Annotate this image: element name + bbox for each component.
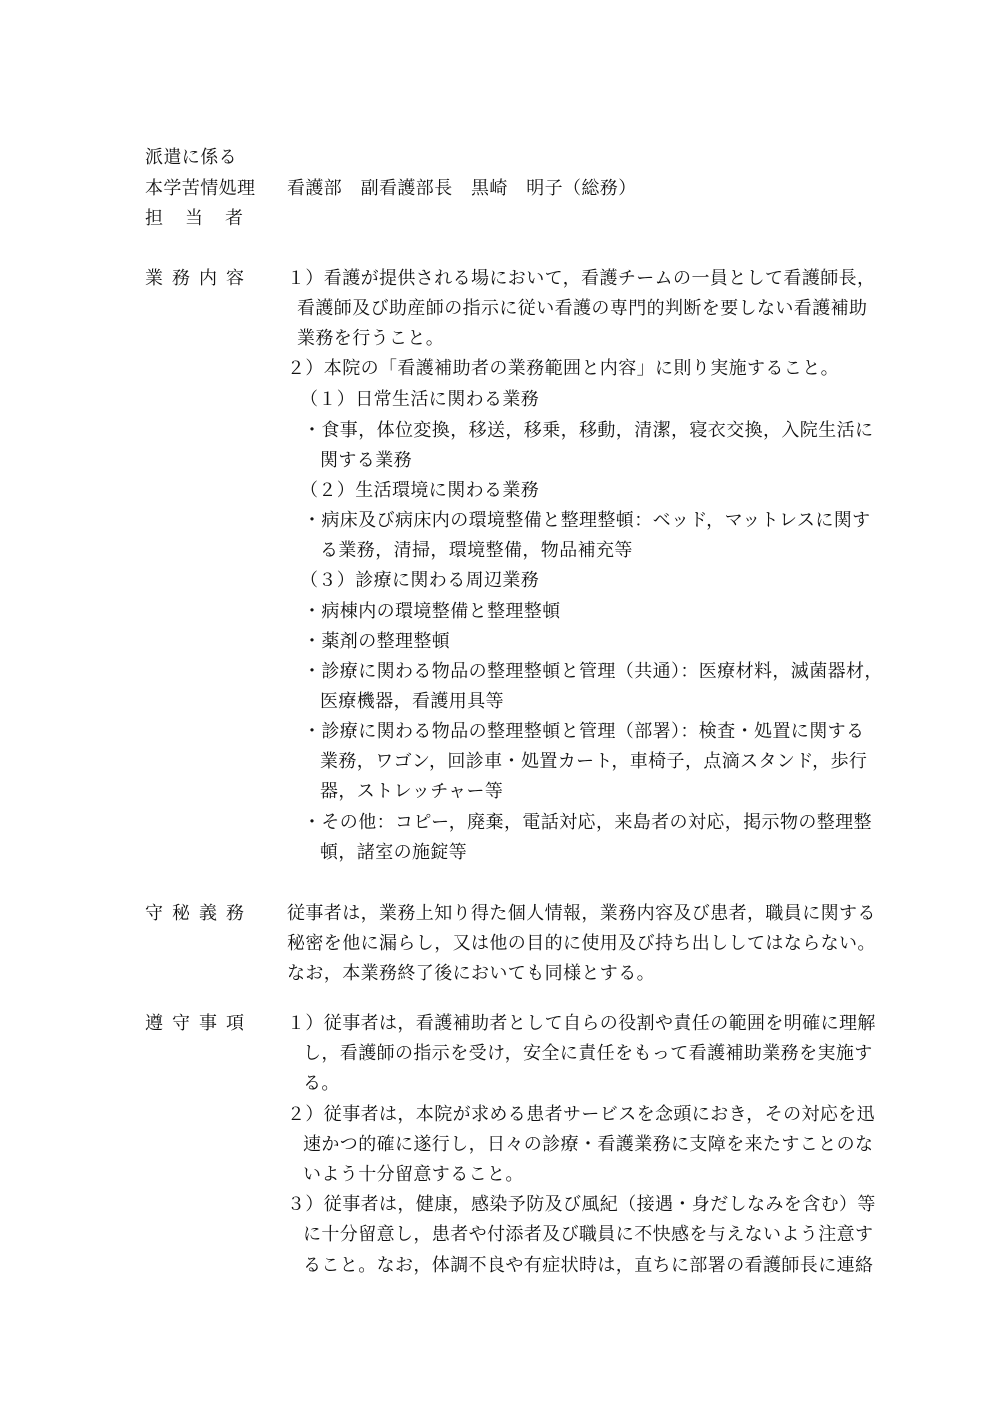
duties-line: ・診療に関わる物品の整理整頓と管理（部署）：検査・処置に関する — [303, 721, 865, 742]
duties-line: 業務，ワゴン，回診車・処置カート，車椅子，点滴スタンド，歩行 — [320, 751, 868, 772]
duties-line: 器，ストレッチャー等 — [320, 781, 504, 802]
duties-line: ・その他：コピー，廃棄，電話対応，来島者の対応，掲示物の整理整 — [303, 812, 872, 833]
compliance-line: に十分留意し，患者や付添者及び職員に不快感を与えないよう注意す — [303, 1224, 874, 1245]
confidentiality-line: 従事者は，業務上知り得た個人情報，業務内容及び患者，職員に関する — [287, 903, 876, 924]
contact-label-line2: 本学苦情処理 — [145, 178, 256, 199]
duties-line: ・病床及び病床内の環境整備と整理整頓：ベッド，マットレスに関す — [303, 510, 871, 531]
compliance-line: いよう十分留意すること。 — [303, 1164, 524, 1185]
compliance-line: １）従事者は，看護補助者として自らの役割や責任の範囲を明確に理解 — [287, 1013, 876, 1034]
duties-subheading: （３）診療に関わる周辺業務 — [300, 570, 540, 591]
duties-subheading: （１）日常生活に関わる業務 — [300, 389, 540, 410]
duties-line: る業務，清掃，環境整備，物品補充等 — [320, 540, 633, 561]
duties-line: 看護師及び助産師の指示に従い看護の専門的判断を要しない看護補助 — [297, 298, 868, 319]
contact-value: 看護部 副看護部長 黒崎 明子（総務） — [287, 178, 637, 199]
compliance-line: 速かつ的確に遂行し，日々の診療・看護業務に支障を来たすことのな — [303, 1134, 874, 1155]
duties-line: ・食事，体位変換，移送，移乗，移動，清潔，寝衣交換，入院生活に — [303, 420, 874, 441]
contact-label-line1: 派遣に係る — [145, 147, 237, 168]
contact-label-line3: 担 当 者 — [145, 208, 245, 229]
confidentiality-line: なお，本業務終了後においても同様とする。 — [287, 963, 655, 984]
duties-line: ２）本院の「看護補助者の業務範囲と内容」に則り実施すること。 — [287, 358, 839, 379]
duties-line: 業務を行うこと。 — [297, 328, 445, 349]
duties-line: 関する業務 — [320, 450, 412, 471]
duties-line: ・薬剤の整理整頓 — [303, 631, 451, 652]
duties-line: 医療機器，看護用具等 — [320, 691, 504, 712]
duties-label: 業務内容 — [145, 268, 253, 289]
duties-line: 頓，諸室の施錠等 — [320, 842, 468, 863]
duties-subheading: （２）生活環境に関わる業務 — [300, 480, 540, 501]
compliance-line: し，看護師の指示を受け，安全に責任をもって看護補助業務を実施す — [303, 1043, 873, 1064]
duties-line: ・病棟内の環境整備と整理整頓 — [303, 601, 561, 622]
duties-line: ・診療に関わる物品の整理整頓と管理（共通）：医療材料，滅菌器材， — [303, 661, 883, 682]
compliance-line: る。 — [303, 1073, 340, 1094]
compliance-line: ２）従事者は，本院が求める患者サービスを念頭におき，その対応を迅 — [287, 1104, 876, 1125]
duties-line: １）看護が提供される場において，看護チームの一員として看護師長， — [287, 268, 876, 289]
confidentiality-line: 秘密を他に漏らし，又は他の目的に使用及び持ち出ししてはならない。 — [287, 933, 876, 954]
compliance-line: ること。なお，体調不良や有症状時は，直ちに部署の看護師長に連絡 — [303, 1255, 874, 1276]
compliance-label: 遵守事項 — [145, 1013, 253, 1034]
compliance-line: ３）従事者は，健康，感染予防及び風紀（接遇・身だしなみを含む）等 — [287, 1194, 876, 1215]
confidentiality-label: 守秘義務 — [145, 903, 253, 924]
